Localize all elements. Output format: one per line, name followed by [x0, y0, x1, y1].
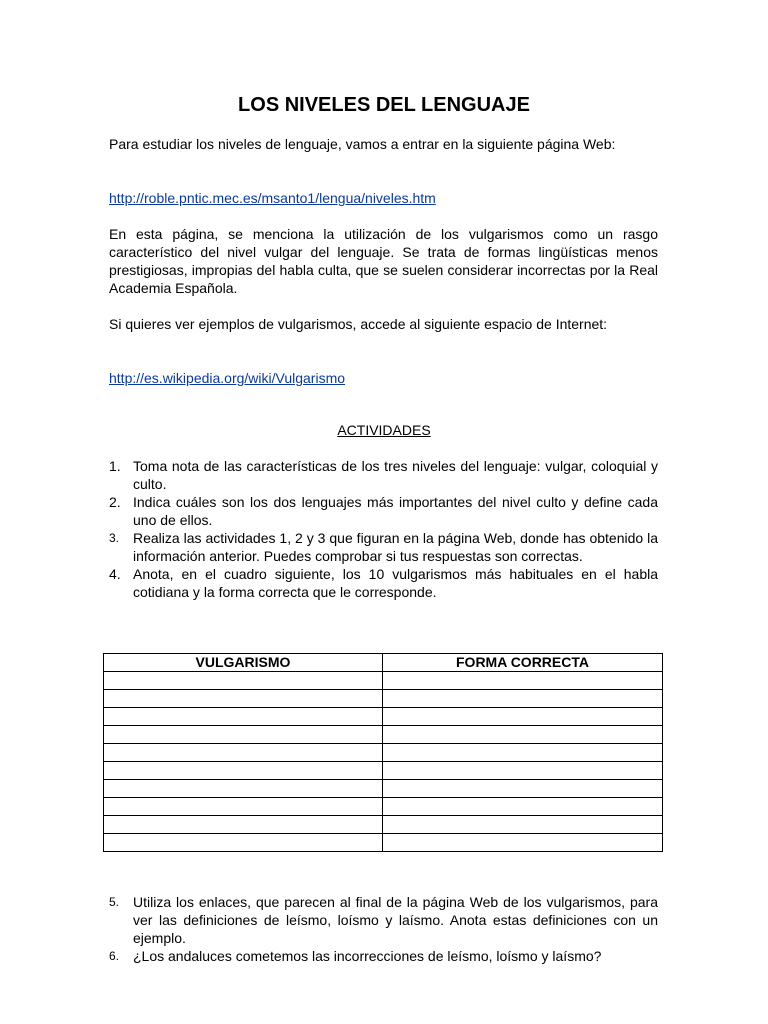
item-text: Anota, en el cuadro siguiente, los 10 vulgarismos más habituales en el habla cotidiana y la forma correcta que le corresponde.	[133, 566, 658, 600]
list-item	[109, 493, 658, 529]
vulgarismo-cell[interactable]	[104, 780, 383, 798]
table-row	[104, 780, 663, 798]
vulgarismo-cell[interactable]	[104, 690, 383, 708]
table-row	[104, 708, 663, 726]
column-header-forma-correcta: FORMA CORRECTA	[383, 654, 663, 672]
vulgarismo-cell[interactable]	[104, 744, 383, 762]
item-text: Indica cuáles son los dos lenguajes más importantes del nivel culto y define cada uno de ellos.	[133, 494, 658, 528]
vulgarismos-table	[103, 653, 663, 852]
forma-correcta-cell[interactable]	[383, 672, 663, 690]
vulgarismo-cell[interactable]	[104, 708, 383, 726]
item-text: Utiliza los enlaces, que parecen al final de la página Web de los vulgarismos, para ver las definiciones de leísmo, loísmo y laísmo. Anota estas definiciones con un ejemplo.	[133, 894, 658, 946]
intro-paragraph: Para estudiar los niveles de lenguaje, vamos a entrar en la siguiente página Web:	[109, 136, 616, 152]
list-item	[109, 529, 658, 565]
table-row	[104, 744, 663, 762]
table-row	[104, 816, 663, 834]
column-header-vulgarismo: VULGARISMO	[104, 654, 383, 672]
forma-correcta-cell[interactable]	[383, 834, 663, 852]
forma-correcta-cell[interactable]	[383, 690, 663, 708]
vulgarismos-paragraph: En esta página, se menciona la utilización de los vulgarismos como un rasgo característico del nivel vulgar del lenguaje. Se trata de formas lingüísticas menos prestigiosas, impropias del habla culta, que se suelen considerar incorrectas por la Real Academia Española.	[109, 226, 658, 296]
table-row	[104, 726, 663, 744]
list-item	[109, 565, 658, 601]
list-item	[109, 893, 658, 947]
internet-paragraph: Si quieres ver ejemplos de vulgarismos, accede al siguiente espacio de Internet:	[109, 316, 608, 332]
forma-correcta-cell[interactable]	[383, 762, 663, 780]
item-number: 4.	[109, 566, 121, 582]
paragraph-link-line-2	[109, 369, 658, 387]
item-number: 1.	[109, 458, 121, 474]
item-text: Toma nota de las características de los tres niveles del lenguaje: vulgar, coloquial y culto.	[133, 458, 658, 492]
item-number: 2.	[109, 494, 121, 510]
vulgarismo-cell[interactable]	[104, 726, 383, 744]
table-row	[104, 834, 663, 852]
forma-correcta-cell[interactable]	[383, 798, 663, 816]
list-item	[109, 457, 658, 493]
table-row	[104, 762, 663, 780]
vulgarismo-cell[interactable]	[104, 816, 383, 834]
list-item	[109, 947, 658, 965]
activities-list	[109, 457, 658, 601]
item-number: 5.	[109, 895, 120, 909]
wikipedia-link[interactable]: http://es.wikipedia.org/wiki/Vulgarismo	[109, 370, 346, 386]
forma-correcta-cell[interactable]	[383, 780, 663, 798]
forma-correcta-cell[interactable]	[383, 816, 663, 834]
vulgarismo-cell[interactable]	[104, 672, 383, 690]
activities-list-continued	[109, 893, 658, 965]
vulgarismo-cell[interactable]	[104, 762, 383, 780]
forma-correcta-cell[interactable]	[383, 726, 663, 744]
table-row	[104, 798, 663, 816]
item-number: 6.	[109, 949, 120, 963]
table-row	[104, 690, 663, 708]
page-title: LOS NIVELES DEL LENGUAJE	[238, 94, 530, 116]
item-number: 3.	[109, 531, 120, 545]
item-text: ¿Los andaluces cometemos las incorrecciones de leísmo, loísmo y laísmo?	[133, 948, 602, 964]
forma-correcta-cell[interactable]	[383, 744, 663, 762]
niveles-link[interactable]: http://roble.pntic.mec.es/msanto1/lengua/niveles.htm	[109, 190, 436, 206]
vulgarismo-cell[interactable]	[104, 834, 383, 852]
table-row	[104, 672, 663, 690]
activities-heading: ACTIVIDADES	[337, 422, 431, 438]
forma-correcta-cell[interactable]	[383, 708, 663, 726]
item-text: Realiza las actividades 1, 2 y 3 que figuran en la página Web, donde has obtenido la información anterior. Puedes comprobar si tus respuestas son correctas.	[133, 530, 658, 564]
table-header-row	[104, 654, 663, 672]
paragraph-link-line	[109, 189, 658, 207]
vulgarismo-cell[interactable]	[104, 798, 383, 816]
